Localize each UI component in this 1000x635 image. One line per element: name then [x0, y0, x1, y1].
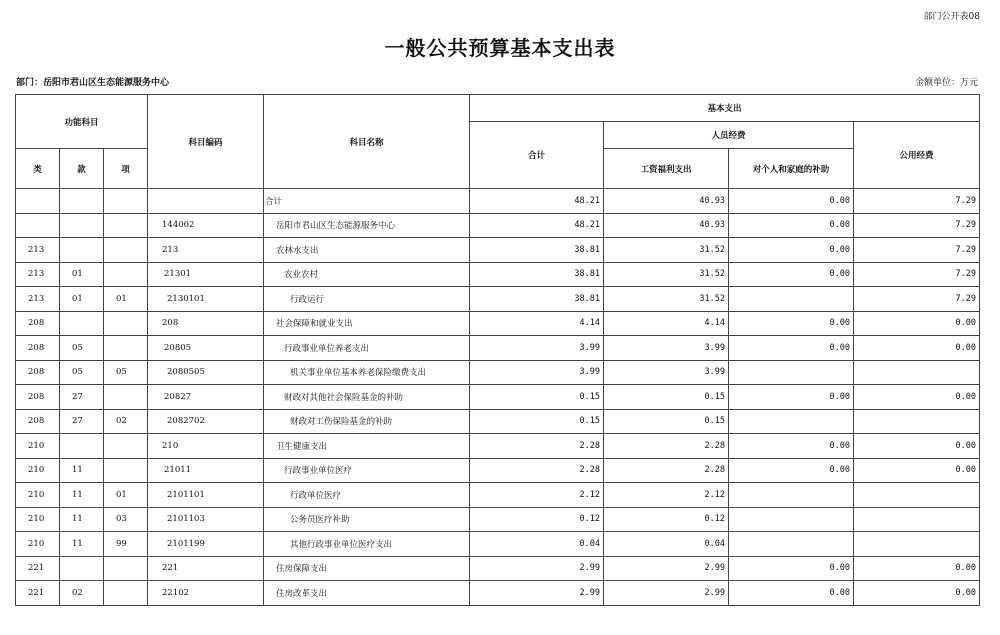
cell-public [854, 483, 980, 508]
cell-name: 岳阳市君山区生态能源服务中心 [264, 213, 470, 238]
table-row [16, 189, 980, 214]
table-row [16, 532, 980, 557]
cell-kuan [60, 311, 104, 336]
table-row [16, 556, 980, 581]
cell-name: 住房改革支出 [264, 581, 470, 606]
cell-salary: 31.52 [604, 262, 729, 287]
cell-name: 财政对其他社会保险基金的补助 [264, 385, 470, 410]
cell-public [854, 507, 980, 532]
cell-lei: 208 [16, 409, 60, 434]
table-row [16, 409, 980, 434]
cell-xiang: 03 [104, 507, 148, 532]
cell-lei: 208 [16, 385, 60, 410]
header-public: 公用经费 [854, 122, 980, 189]
cell-subsidy [729, 483, 854, 508]
cell-lei: 221 [16, 581, 60, 606]
cell-xiang [104, 238, 148, 263]
cell-name: 社会保障和就业支出 [264, 311, 470, 336]
cell-name: 行政事业单位养老支出 [264, 336, 470, 361]
cell-code: 20827 [148, 385, 264, 410]
cell-total: 0.12 [470, 507, 604, 532]
cell-code: 144002 [148, 213, 264, 238]
cell-subsidy: 0.00 [729, 434, 854, 459]
table-row [16, 262, 980, 287]
cell-total: 38.81 [470, 238, 604, 263]
cell-salary: 0.04 [604, 532, 729, 557]
cell-public: 0.00 [854, 581, 980, 606]
cell-total: 2.28 [470, 458, 604, 483]
budget-table [15, 94, 980, 606]
cell-xiang: 05 [104, 360, 148, 385]
cell-lei: 210 [16, 458, 60, 483]
cell-total: 2.99 [470, 581, 604, 606]
cell-code [148, 189, 264, 214]
cell-subsidy: 0.00 [729, 311, 854, 336]
cell-name: 住房保障支出 [264, 556, 470, 581]
cell-public: 0.00 [854, 434, 980, 459]
cell-salary: 40.93 [604, 189, 729, 214]
cell-code: 21011 [148, 458, 264, 483]
table-row [16, 213, 980, 238]
cell-code: 2080505 [148, 360, 264, 385]
cell-lei [16, 189, 60, 214]
cell-lei: 213 [16, 287, 60, 312]
cell-lei [16, 213, 60, 238]
cell-lei: 208 [16, 336, 60, 361]
cell-total: 48.21 [470, 189, 604, 214]
header-salary: 工资福利支出 [604, 149, 729, 189]
cell-name: 财政对工伤保险基金的补助 [264, 409, 470, 434]
department-label: 部门：岳阳市君山区生态能源服务中心 [16, 78, 170, 88]
cell-name: 公务员医疗补助 [264, 507, 470, 532]
table-row [16, 483, 980, 508]
form-number: 部门公开表08 [923, 12, 980, 22]
cell-code: 22102 [148, 581, 264, 606]
cell-public [854, 360, 980, 385]
cell-lei: 210 [16, 532, 60, 557]
cell-salary: 40.93 [604, 213, 729, 238]
cell-kuan: 01 [60, 287, 104, 312]
header-kuan: 款 [60, 149, 104, 189]
cell-lei: 213 [16, 262, 60, 287]
cell-total: 4.14 [470, 311, 604, 336]
cell-name: 机关事业单位基本养老保险缴费支出 [264, 360, 470, 385]
cell-salary: 31.52 [604, 238, 729, 263]
header-lei: 类 [16, 149, 60, 189]
cell-subsidy: 0.00 [729, 581, 854, 606]
cell-kuan [60, 213, 104, 238]
cell-subsidy [729, 409, 854, 434]
cell-salary: 2.28 [604, 458, 729, 483]
table-row [16, 434, 980, 459]
cell-salary: 0.15 [604, 385, 729, 410]
cell-name: 行政事业单位医疗 [264, 458, 470, 483]
cell-lei: 210 [16, 483, 60, 508]
cell-salary: 4.14 [604, 311, 729, 336]
cell-lei: 208 [16, 311, 60, 336]
cell-name: 行政运行 [264, 287, 470, 312]
cell-code: 2101199 [148, 532, 264, 557]
table-row [16, 336, 980, 361]
cell-code: 2082702 [148, 409, 264, 434]
cell-subsidy [729, 507, 854, 532]
cell-total: 2.28 [470, 434, 604, 459]
page-title: 一般公共预算基本支出表 [384, 36, 616, 60]
cell-salary: 3.99 [604, 336, 729, 361]
cell-public: 7.29 [854, 189, 980, 214]
cell-public: 7.29 [854, 262, 980, 287]
cell-public [854, 409, 980, 434]
cell-kuan [60, 434, 104, 459]
cell-code: 2101101 [148, 483, 264, 508]
cell-xiang [104, 189, 148, 214]
cell-xiang [104, 311, 148, 336]
cell-subsidy: 0.00 [729, 213, 854, 238]
cell-xiang: 01 [104, 483, 148, 508]
cell-subsidy [729, 360, 854, 385]
cell-kuan: 05 [60, 336, 104, 361]
cell-xiang [104, 434, 148, 459]
header-xiang: 项 [104, 149, 148, 189]
table-row [16, 287, 980, 312]
cell-subsidy: 0.00 [729, 385, 854, 410]
cell-name: 卫生健康支出 [264, 434, 470, 459]
cell-salary: 2.28 [604, 434, 729, 459]
cell-lei: 208 [16, 360, 60, 385]
cell-lei: 213 [16, 238, 60, 263]
cell-kuan: 02 [60, 581, 104, 606]
cell-salary: 2.99 [604, 581, 729, 606]
header-func-subject: 功能科目 [16, 95, 148, 149]
cell-xiang [104, 581, 148, 606]
cell-subsidy: 0.00 [729, 262, 854, 287]
cell-public [854, 532, 980, 557]
header-subject-code: 科目编码 [148, 95, 264, 189]
cell-salary: 0.15 [604, 409, 729, 434]
header-subsidy: 对个人和家庭的补助 [729, 149, 854, 189]
cell-lei: 210 [16, 434, 60, 459]
cell-total: 3.99 [470, 360, 604, 385]
cell-public: 0.00 [854, 556, 980, 581]
cell-xiang [104, 336, 148, 361]
cell-name: 其他行政事业单位医疗支出 [264, 532, 470, 557]
header-basic-expense: 基本支出 [470, 95, 980, 122]
cell-public: 0.00 [854, 385, 980, 410]
cell-kuan: 11 [60, 507, 104, 532]
cell-salary: 3.99 [604, 360, 729, 385]
cell-salary: 2.99 [604, 556, 729, 581]
cell-code: 210 [148, 434, 264, 459]
cell-kuan: 11 [60, 483, 104, 508]
cell-code: 2101103 [148, 507, 264, 532]
cell-salary: 31.52 [604, 287, 729, 312]
cell-xiang: 01 [104, 287, 148, 312]
cell-kuan: 11 [60, 532, 104, 557]
cell-xiang [104, 458, 148, 483]
cell-kuan: 11 [60, 458, 104, 483]
header-total: 合计 [470, 122, 604, 189]
table-row [16, 360, 980, 385]
cell-code: 221 [148, 556, 264, 581]
cell-subsidy: 0.00 [729, 458, 854, 483]
cell-salary: 0.12 [604, 507, 729, 532]
cell-kuan: 27 [60, 409, 104, 434]
cell-total: 0.04 [470, 532, 604, 557]
table-row [16, 238, 980, 263]
cell-kuan [60, 189, 104, 214]
cell-code: 21301 [148, 262, 264, 287]
cell-name: 行政单位医疗 [264, 483, 470, 508]
cell-public: 7.29 [854, 213, 980, 238]
cell-kuan: 05 [60, 360, 104, 385]
cell-xiang [104, 262, 148, 287]
cell-kuan [60, 556, 104, 581]
cell-kuan: 01 [60, 262, 104, 287]
table-row [16, 311, 980, 336]
cell-name: 农业农村 [264, 262, 470, 287]
cell-name: 合计 [264, 189, 470, 214]
cell-salary: 2.12 [604, 483, 729, 508]
cell-public: 7.29 [854, 238, 980, 263]
cell-xiang [104, 385, 148, 410]
cell-total: 2.99 [470, 556, 604, 581]
cell-total: 48.21 [470, 213, 604, 238]
cell-subsidy: 0.00 [729, 238, 854, 263]
table-row [16, 507, 980, 532]
cell-total: 2.12 [470, 483, 604, 508]
cell-xiang: 99 [104, 532, 148, 557]
cell-total: 38.81 [470, 287, 604, 312]
cell-xiang [104, 556, 148, 581]
cell-subsidy: 0.00 [729, 556, 854, 581]
cell-code: 208 [148, 311, 264, 336]
cell-total: 0.15 [470, 409, 604, 434]
cell-public: 0.00 [854, 311, 980, 336]
cell-total: 0.15 [470, 385, 604, 410]
cell-code: 213 [148, 238, 264, 263]
cell-xiang [104, 213, 148, 238]
cell-total: 3.99 [470, 336, 604, 361]
cell-name: 农林水支出 [264, 238, 470, 263]
cell-subsidy: 0.00 [729, 336, 854, 361]
cell-subsidy [729, 532, 854, 557]
table-row [16, 458, 980, 483]
amount-unit-label: 金额单位：万元 [914, 78, 978, 88]
cell-public: 0.00 [854, 336, 980, 361]
header-personnel: 人员经费 [604, 122, 854, 149]
cell-subsidy: 0.00 [729, 189, 854, 214]
cell-total: 38.81 [470, 262, 604, 287]
cell-kuan [60, 238, 104, 263]
table-row [16, 385, 980, 410]
cell-code: 2130101 [148, 287, 264, 312]
cell-lei: 221 [16, 556, 60, 581]
cell-xiang: 02 [104, 409, 148, 434]
cell-code: 20805 [148, 336, 264, 361]
cell-kuan: 27 [60, 385, 104, 410]
cell-lei: 210 [16, 507, 60, 532]
header-subject-name: 科目名称 [264, 95, 470, 189]
cell-public: 7.29 [854, 287, 980, 312]
table-row [16, 581, 980, 606]
cell-subsidy [729, 287, 854, 312]
cell-public: 0.00 [854, 458, 980, 483]
